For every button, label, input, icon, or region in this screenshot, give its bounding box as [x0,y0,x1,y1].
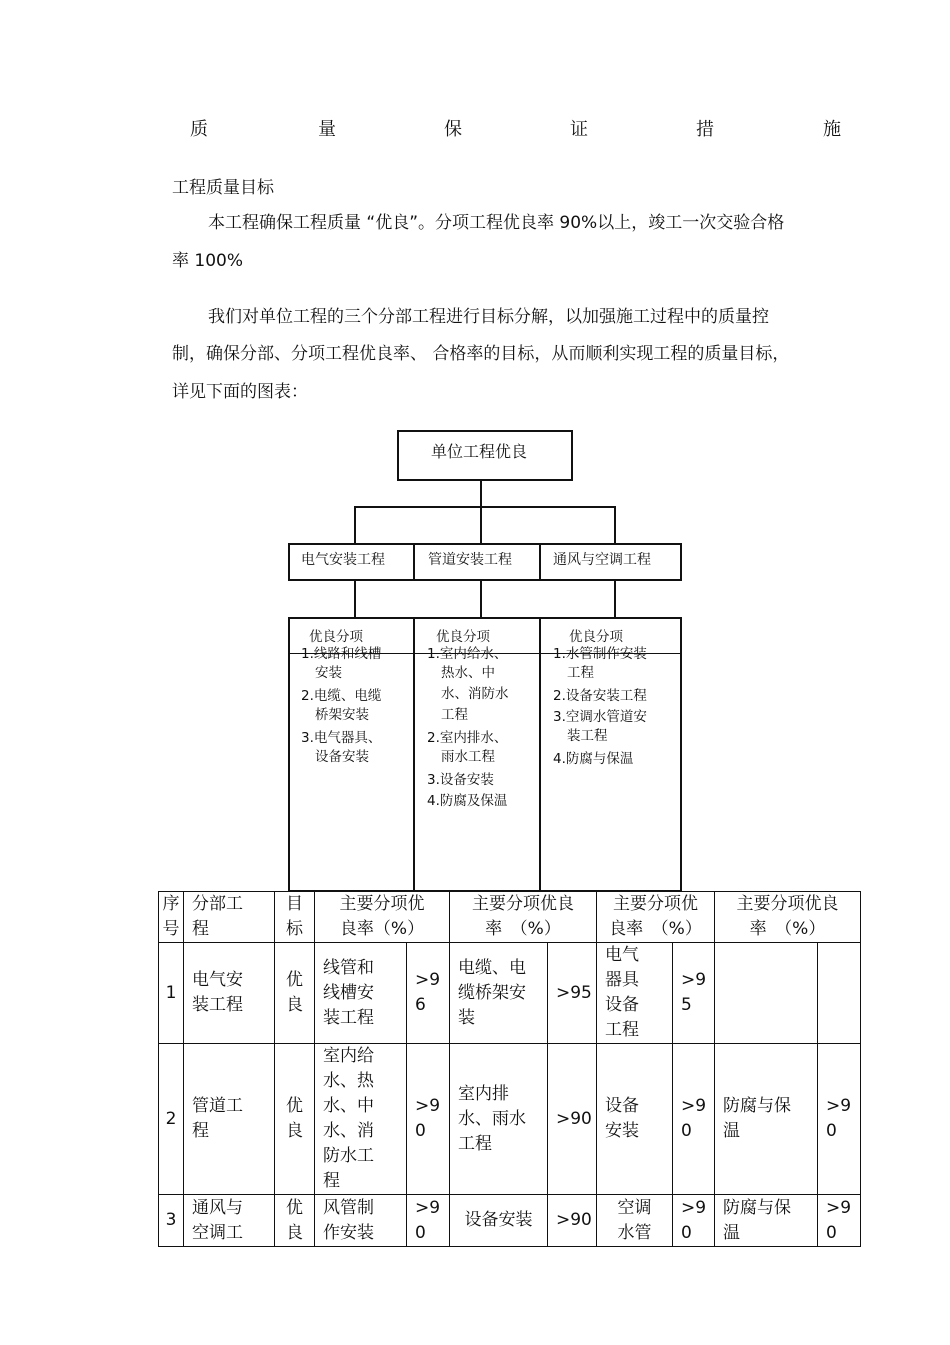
paragraph-line: 率 100% [172,251,244,271]
title-char: 施 [823,119,841,140]
subitem-line: 装工程 [567,728,608,744]
cell-rate: >9 5 [673,943,715,1044]
divider [413,617,415,892]
branch-label-electrical: 电气安装工程 [301,552,385,568]
subitems-title: 优良分项 [569,629,623,645]
subitem-line: 水、消防水 [441,686,509,702]
top-node [397,430,573,481]
cell-item: 设备 安装 [597,1044,673,1195]
cell-item: 线管和 线槽安 装工程 [315,943,407,1044]
cell-rate: >9 0 [673,1195,715,1247]
section-heading: 工程质量目标 [172,178,274,198]
subitem-line: 4.防腐与保温 [553,751,634,767]
cell-dept: 管道工 程 [184,1044,275,1195]
cell-rate: >9 0 [407,1044,450,1195]
cell-rate: >95 [548,943,597,1044]
cell-rate [818,943,861,1044]
subitem-line: 2.电缆、电缆 [301,688,382,704]
header-seq: 序 号 [159,892,184,943]
subitem-line: 桥架安装 [315,707,369,723]
subitem-line: 3.空调水管道安 [553,709,647,725]
connector [614,580,616,618]
cell-item: 电缆、电 缆桥架安 装 [450,943,548,1044]
title-char: 证 [570,119,588,140]
cell-item: 风管制 作安装 [315,1195,407,1247]
cell-seq: 1 [159,943,184,1044]
subitem-line: 工程 [567,665,594,681]
connector [354,506,356,544]
cell-item: 防腐与保 温 [715,1195,818,1247]
cell-seq: 2 [159,1044,184,1195]
title-char: 量 [318,119,336,140]
title-char: 措 [696,119,714,140]
header-target: 目 标 [275,892,315,943]
subitem-line: 1.室内给水、 [427,646,508,662]
cell-rate: >9 0 [818,1044,861,1195]
cell-rate: >9 0 [673,1044,715,1195]
branch-label-hvac: 通风与空调工程 [553,552,651,568]
subitem-line: 3.电气器具、 [301,730,382,746]
divider [539,617,541,892]
top-node-label: 单位工程优良 [431,442,528,461]
title-char: 保 [444,119,462,140]
cell-item: 设备安装 [450,1195,548,1247]
subitem-line: 雨水工程 [441,749,495,765]
cell-item: 电气 器具 设备 工程 [597,943,673,1044]
paragraph-line: 本工程确保工程质量 “优良”。分项工程优良率 90%以上，竣工一次交验合格 [208,213,785,233]
subitems-title: 优良分项 [309,629,363,645]
cell-rate: >90 [548,1195,597,1247]
header-rate: 主要分项优良 率 （%） [450,892,597,943]
table-row [159,1044,861,1195]
header-rate: 主要分项优 良率（%） [315,892,450,943]
paragraph-line: 我们对单位工程的三个分部工程进行目标分解，以加强施工过程中的质量控 [208,307,769,327]
subitem-line: 2.设备安装工程 [553,688,647,704]
table-header-row [159,892,861,943]
cell-item: 防腐与保 温 [715,1044,818,1195]
cell-rate: >90 [548,1044,597,1195]
cell-rate: >9 0 [818,1195,861,1247]
cell-dept: 电气安 装工程 [184,943,275,1044]
cell-item: 室内排 水、雨水 工程 [450,1044,548,1195]
cell-dept: 通风与 空调工 [184,1195,275,1247]
branch-label-piping: 管道安装工程 [428,552,512,568]
divider [413,543,415,581]
cell-item [715,943,818,1044]
header-rate: 主要分项优 良率 （%） [597,892,715,943]
connector [614,506,616,544]
cell-item: 室内给 水、热 水、中 水、消 防水工 程 [315,1044,407,1195]
subitem-line: 1.线路和线槽 [301,646,382,662]
cell-target: 优 良 [275,943,315,1044]
connector [480,480,482,507]
connector [354,580,356,618]
cell-rate: >9 6 [407,943,450,1044]
subitem-line: 热水、中 [441,665,495,681]
subitem-line: 4.防腐及保温 [427,793,508,809]
header-dept: 分部工 程 [184,892,275,943]
subitem-line: 工程 [441,707,468,723]
header-rate: 主要分项优良 率 （%） [715,892,861,943]
subitem-line: 1.水管制作安装 [553,646,647,662]
cell-target: 优 良 [275,1195,315,1247]
title-char: 质 [190,119,208,140]
connector [354,506,616,508]
connector [480,506,482,544]
paragraph-line: 制，确保分部、分项工程优良率、 合格率的目标，从而顺利实现工程的质量目标， [172,344,790,364]
table-row [159,943,861,1044]
table-row [159,1195,861,1247]
subitem-line: 设备安装 [315,749,369,765]
cell-seq: 3 [159,1195,184,1247]
paragraph-line: 详见下面的图表： [172,382,308,402]
cell-rate: >9 0 [407,1195,450,1247]
subitem-line: 安装 [315,665,342,681]
divider [539,543,541,581]
subitems-title: 优良分项 [436,629,490,645]
quality-target-table [158,891,861,1247]
subitem-line: 2.室内排水、 [427,730,508,746]
connector [480,580,482,618]
cell-item: 空调 水管 [597,1195,673,1247]
cell-target: 优 良 [275,1044,315,1195]
subitem-line: 3.设备安装 [427,772,494,788]
